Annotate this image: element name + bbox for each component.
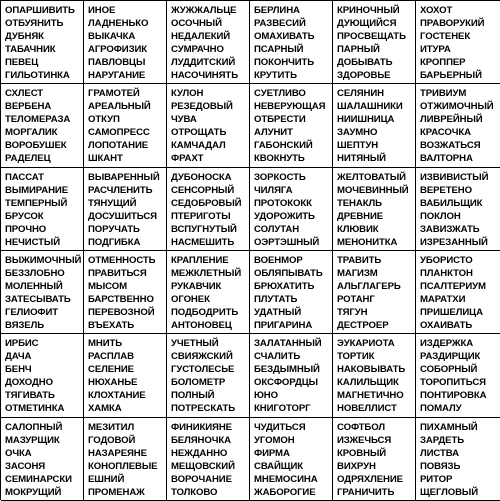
word-item: ТОРТИК xyxy=(337,351,375,363)
word-item: КЛЮВИК xyxy=(337,223,379,235)
word-item: ОТБРЕСТИ xyxy=(254,114,306,126)
word-item: РАЗВЕСИЙ xyxy=(254,18,306,29)
word-item: ПРАВИТЬСЯ xyxy=(88,267,147,279)
word-item: РАЗДИРЩИК xyxy=(420,351,481,363)
word-item: ГОСТЕНЕК xyxy=(420,31,471,42)
word-item: ФИНИКИЯНЕ xyxy=(171,421,232,433)
word-item: ШАЛАШНИКИ xyxy=(337,101,403,113)
word-item: КВОКНУТЬ xyxy=(254,153,305,165)
grid-cell xyxy=(1,168,84,251)
word-item: МНЕМОСИНА xyxy=(254,473,318,485)
word-item: ЮНО xyxy=(254,390,278,402)
word-item: БОЛОМЕТР xyxy=(171,377,226,389)
word-item: ГРАНИЧИТЬ xyxy=(337,486,395,498)
word-item: ПРОМЕНАЖ xyxy=(88,486,145,498)
grid-cell xyxy=(333,84,416,167)
word-item: СОФТБОЛ xyxy=(337,421,385,433)
word-item: РАСЧЛЕНИТЬ xyxy=(88,184,153,196)
word-item: ПОЛНЫЙ xyxy=(171,390,215,402)
word-item: БАРСТВЕННО xyxy=(88,293,154,305)
grid-cell xyxy=(250,418,333,501)
word-item: НАСМЕШИТЬ xyxy=(171,236,235,248)
word-item: ВСПУГНУТЫЙ xyxy=(171,223,237,235)
word-item: ЗАТЕСЫВАТЬ xyxy=(5,293,71,305)
word-item: ПЛУТАТЬ xyxy=(254,293,298,305)
grid-cell xyxy=(167,1,250,84)
word-item: ОТМЕТИНКА xyxy=(5,403,65,415)
word-item: ПСАЛТЕРИУМ xyxy=(420,280,486,292)
word-item: ПОВЯЗЬ xyxy=(420,460,461,472)
word-item: ГЕЛИОФИТ xyxy=(5,306,59,318)
grid-cell xyxy=(167,418,250,501)
word-item: КОНОПЛЕВЫЕ xyxy=(88,460,158,472)
word-item: БАРЬЕРНЫЙ xyxy=(420,70,482,81)
word-item: САЛОПНЫЙ xyxy=(5,421,63,433)
word-item: ОТЖИМОЧНЫЙ xyxy=(420,101,494,113)
word-item: ПЛАНКТОН xyxy=(420,267,473,279)
word-item: ДУЮЩИЙСЯ xyxy=(337,18,397,29)
word-item: ПАВЛОВЦЫ xyxy=(88,57,146,68)
word-item: УЧЕТНЫЙ xyxy=(171,338,219,350)
word-item: ЭУКАРИОТА xyxy=(337,338,395,350)
word-item: СУМРАЧНО xyxy=(171,44,224,55)
word-item: ТЯГИВАТЬ xyxy=(5,390,55,402)
word-item: КНИГОТОРГ xyxy=(254,403,311,415)
word-item: РИТОР xyxy=(420,473,453,485)
word-item: СЧАЛИТЬ xyxy=(254,351,301,363)
word-item: КУЛОН xyxy=(171,88,204,100)
word-item: ГРАМОТЕЙ xyxy=(88,88,140,100)
grid-cell xyxy=(416,334,500,417)
word-item: ПОДБОДРИТЬ xyxy=(171,306,239,318)
word-item: АГРОФИЗИК xyxy=(88,44,148,55)
word-item: ДЕСТРОЕР xyxy=(337,319,389,331)
word-item: ВЯЗЕЛЬ xyxy=(5,319,45,331)
grid-cell xyxy=(1,84,84,167)
word-item: ЛУДДИТСКИЙ xyxy=(171,57,236,68)
word-item: ПРОСВЕЩАТЬ xyxy=(337,31,406,42)
word-item: МЕЗИТИЛ xyxy=(88,421,135,433)
word-item: МЕНОНИТКА xyxy=(337,236,398,248)
word-item: ТОРОПИТЬСЯ xyxy=(420,377,486,389)
word-item: СЕЛЯНИН xyxy=(337,88,385,100)
grid-cell xyxy=(250,1,333,84)
word-item: ЗАЛАТАННЫЙ xyxy=(254,338,322,350)
word-item: НОВЕЛЛИСТ xyxy=(337,403,397,415)
word-item: ВЫВАРЕННЫЙ xyxy=(88,171,160,183)
word-item: ПРОЧНО xyxy=(5,223,47,235)
grid-cell xyxy=(1,1,84,84)
word-item: БРЮХАТИТЬ xyxy=(254,280,315,292)
grid-cell xyxy=(416,251,500,334)
word-item: ЕШНИЙ xyxy=(88,473,125,485)
word-item: ВЫМИРАНИЕ xyxy=(5,184,69,196)
word-item: КАМЧАДАЛ xyxy=(171,140,226,152)
word-item: БРУСОК xyxy=(5,210,44,222)
word-item: НИИШНИЦА xyxy=(337,114,395,126)
grid-cell xyxy=(167,84,250,167)
word-item: ОТБУЯНИТЬ xyxy=(5,18,64,29)
word-item: НЕЧИСТЫЙ xyxy=(5,236,61,248)
word-item: ИЗРЕЗАННЫЙ xyxy=(420,236,488,248)
word-item: УБОРИСТО xyxy=(420,254,473,266)
word-item: ТРАВИТЬ xyxy=(337,254,382,266)
word-item: АНТОНОВЕЦ xyxy=(171,319,232,331)
word-item: РЕЗЕДОВЫЙ xyxy=(171,101,233,113)
word-item: ЛАДНЕНЬКО xyxy=(88,18,149,29)
word-item: ВИХРУН xyxy=(337,460,376,472)
word-item: ГИЛЬОТИНКА xyxy=(5,70,70,81)
word-item: ПИХАМНЫЙ xyxy=(420,421,478,433)
word-item: СЕМИНАРСКИ xyxy=(5,473,72,485)
word-item: ПРИШЕЛИЦА xyxy=(420,306,483,318)
word-item: ПАРНЫЙ xyxy=(337,44,380,55)
word-item: ИЗЖЕЧЬСЯ xyxy=(337,434,392,446)
word-item: УДАТНЫЙ xyxy=(254,306,302,318)
word-item: СХЛЕСТ xyxy=(5,88,44,100)
word-item: АЛУНИТ xyxy=(254,127,293,139)
word-item: РОТАНГ xyxy=(337,293,375,305)
word-item: ПОДГИБКА xyxy=(88,236,141,248)
word-item: СЕНСОРНЫЙ xyxy=(171,184,235,196)
grid-cell xyxy=(416,168,500,251)
word-item: ЖАБОРОГИЕ xyxy=(254,486,316,498)
word-item: ПАССАТ xyxy=(5,171,44,183)
word-item: ЛИСТВА xyxy=(420,447,459,459)
word-item: ОЧКА xyxy=(5,447,32,459)
word-item: ДОСУШИТЬСЯ xyxy=(88,210,157,222)
word-item: ТАБАЧНИК xyxy=(5,44,56,55)
word-item: УДОРОЖИТЬ xyxy=(254,210,315,222)
word-item: ТЕЛОМЕРАЗА xyxy=(5,114,71,126)
word-item: НИТЯНЫЙ xyxy=(337,153,386,165)
grid-cell xyxy=(250,168,333,251)
word-item: ТЕМПЕРНЫЙ xyxy=(5,197,68,209)
grid-cell xyxy=(333,251,416,334)
word-item: ПЕРЕВОЗНОЙ xyxy=(88,306,155,318)
word-item: КРОВНЫЙ xyxy=(337,447,387,459)
word-item: ОКСФОРДЦЫ xyxy=(254,377,318,389)
grid-cell xyxy=(333,418,416,501)
word-item: ПРОТОКОКК xyxy=(254,197,312,209)
word-item: ПОТРЕСКАТЬ xyxy=(171,403,236,415)
word-item: КРУТИТЬ xyxy=(254,70,297,81)
word-item: БЕЗДЫМНЫЙ xyxy=(254,364,320,376)
word-item: БЕЛЯНОЧКА xyxy=(171,434,231,446)
word-item: ПОРУЧАТЬ xyxy=(88,223,140,235)
word-item: НЕДАЛЕКИЙ xyxy=(171,31,231,42)
word-item: ПОНТИРОВКА xyxy=(420,390,487,402)
word-item: БЕНЧ xyxy=(5,364,32,376)
word-item: ПОМАЛУ xyxy=(420,403,462,415)
word-item: КРИНОЧНЫЙ xyxy=(337,5,400,16)
word-item: ИЗВИВИСТЫЙ xyxy=(420,171,489,183)
grid-cell xyxy=(416,1,500,84)
grid-cell xyxy=(416,84,500,167)
word-item: МОРГАЛИК xyxy=(5,127,58,139)
grid-cell xyxy=(167,168,250,251)
word-item: МЕЩОВСКИЙ xyxy=(171,460,235,472)
word-item: ЩЕГЛОВЫЙ xyxy=(420,486,478,498)
word-item: КРОППЕР xyxy=(420,57,466,68)
word-item: ХОХОТ xyxy=(420,5,453,16)
word-item: ДАЧА xyxy=(5,351,32,363)
word-item: ИТУРА xyxy=(420,44,451,55)
word-item: ФИРМА xyxy=(254,447,290,459)
word-item: ПРАВОРУКИЙ xyxy=(420,18,485,29)
word-item: МАРАТХИ xyxy=(420,293,466,305)
grid-cell xyxy=(333,168,416,251)
word-item: ПРИГАРИНА xyxy=(254,319,313,331)
word-item: МОЛЕННЫЙ xyxy=(5,280,63,292)
word-item: ГАБОНСКИЙ xyxy=(254,140,313,152)
word-item: ТЯГУН xyxy=(337,306,368,318)
grid-cell xyxy=(84,251,167,334)
grid-cell xyxy=(167,334,250,417)
word-item: ОТМЕННОСТЬ xyxy=(88,254,156,266)
word-item: КАЛИЛЬЩИК xyxy=(337,377,399,389)
word-item: ВЪЕХАТЬ xyxy=(88,319,135,331)
word-item: ДОБЫВАТЬ xyxy=(337,57,393,68)
word-item: БЕРЛИНА xyxy=(254,5,300,16)
word-item: КРАСОЧКА xyxy=(420,127,471,139)
grid-cell xyxy=(250,84,333,167)
word-item: ТЕНАКЛЬ xyxy=(337,197,382,209)
word-item: ОДРЯХЛЕНИЕ xyxy=(337,473,403,485)
word-item: ВОРОБУШЕК xyxy=(5,140,67,152)
word-item: РАСПЛАВ xyxy=(88,351,134,363)
word-item: ОГОНЕК xyxy=(171,293,210,305)
grid-cell xyxy=(250,251,333,334)
word-item: НЮХАНЬЕ xyxy=(88,377,138,389)
word-item: САМОПРЕСС xyxy=(88,127,150,139)
word-item: АРЕАЛЬНЫЙ xyxy=(88,101,151,113)
word-item: МЕЖКЛЕТНЫЙ xyxy=(171,267,242,279)
word-item: МНИТЬ xyxy=(88,338,123,350)
word-item: ХАМКА xyxy=(88,403,122,415)
word-item: ИРБИС xyxy=(5,338,39,350)
word-item: ОХАИВАТЬ xyxy=(420,319,473,331)
word-item: ВАБИЛЬЩИК xyxy=(420,197,483,209)
word-item: СЕДОБРОВЫЙ xyxy=(171,197,242,209)
grid-cell xyxy=(84,418,167,501)
word-item: ЗДОРОВЬЕ xyxy=(337,70,391,81)
word-item: СЕЛЕНИЕ xyxy=(88,364,134,376)
word-item: ВЫЖИМОЧНЫЙ xyxy=(5,254,82,266)
word-item: ОТКУП xyxy=(88,114,120,126)
word-item: ЧИЛЯГА xyxy=(254,184,293,196)
word-item: ИНОЕ xyxy=(88,5,116,16)
word-item: РАДЕЛЕЦ xyxy=(5,153,51,165)
word-item: МАГИЗМ xyxy=(337,267,378,279)
word-item: СУЕТЛИВО xyxy=(254,88,306,100)
word-item: ОПАРШИВИТЬ xyxy=(5,5,75,16)
word-item: ВЫКАЧКА xyxy=(88,31,136,42)
word-item: МАЗУРЩИК xyxy=(5,434,60,446)
word-item: МОЧЕВИННЫЙ xyxy=(337,184,409,196)
word-item: ОМАХИВАТЬ xyxy=(254,31,315,42)
word-item: ВОЕНМОР xyxy=(254,254,303,266)
grid-cell xyxy=(333,334,416,417)
word-item: ЧУДИТЬСЯ xyxy=(254,421,306,433)
word-item: ВЕРЕТЕНО xyxy=(420,184,472,196)
word-item: ЗАВИЗЖАТЬ xyxy=(420,223,480,235)
word-item: СВАЙЩИК xyxy=(254,460,304,472)
grid-cell xyxy=(1,334,84,417)
word-item: ЖУЖЖАЛЬЦЕ xyxy=(171,5,237,16)
grid-cell xyxy=(84,1,167,84)
word-item: ПТЕРИГОТЫ xyxy=(171,210,231,222)
word-item: ЧУВА xyxy=(171,114,197,126)
word-item: МАГНЕТИЧНО xyxy=(337,390,404,402)
word-item: СВИЯЖСКИЙ xyxy=(171,351,233,363)
word-item: ЖЕЛТОВАТЫЙ xyxy=(337,171,406,183)
word-item: ПЕВЕЦ xyxy=(5,57,39,68)
word-item: ЗАУМНО xyxy=(337,127,378,139)
word-item: РУКАВЧИК xyxy=(171,280,222,292)
word-item: ЛИВРЕЙНЫЙ xyxy=(420,114,483,126)
word-item: ЗАРДЕТЬ xyxy=(420,434,465,446)
grid-cell xyxy=(416,418,500,501)
grid-cell xyxy=(1,251,84,334)
grid-cell xyxy=(84,168,167,251)
word-item: ВЕРБЕНА xyxy=(5,101,52,113)
word-item: ГОДОВОЙ xyxy=(88,434,136,446)
word-item: КЛОХТАНИЕ xyxy=(88,390,146,402)
word-item: СОБОРНЫЙ xyxy=(420,364,478,376)
word-item: МОКРУЩИЙ xyxy=(5,486,62,498)
word-item: ШКАНТ xyxy=(88,153,123,165)
word-item: АЛЬГЛАГЕРЬ xyxy=(337,280,401,292)
word-item: ДРЕВНИЕ xyxy=(337,210,384,222)
word-item: БЕЗЗЛОБНО xyxy=(5,267,65,279)
grid-cell xyxy=(167,251,250,334)
word-item: НАЗАРЕЯНЕ xyxy=(88,447,147,459)
word-item: ТРИВИУМ xyxy=(420,88,467,100)
word-item: ОТРОЩАТЬ xyxy=(171,127,227,139)
word-item: ПОКОНЧИТЬ xyxy=(254,57,315,68)
word-item: ПСАРНЫЙ xyxy=(254,44,304,55)
word-item: МЫСОМ xyxy=(88,280,128,292)
word-item: ВОЗЖАТЬСЯ xyxy=(420,140,481,152)
word-item: НЕВЕРУЮЩАЯ xyxy=(254,101,326,113)
word-item: ПОКЛОН xyxy=(420,210,461,222)
word-item: ТОЛКОВО xyxy=(171,486,218,498)
word-item: ОЭРТЭШНЫЙ xyxy=(254,236,320,248)
word-item: ШЕПТУН xyxy=(337,140,379,152)
grid-cell xyxy=(84,84,167,167)
word-item: УГОМОН xyxy=(254,434,295,446)
word-item: ДУБНЯК xyxy=(5,31,44,42)
word-item: ИЗДЕРЖКА xyxy=(420,338,474,350)
word-item: КРАПЛЕНИЕ xyxy=(171,254,229,266)
grid-cell xyxy=(250,334,333,417)
word-item: НАСОЧИНЯТЬ xyxy=(171,70,238,81)
word-item: ГУСТОЛЕСЬЕ xyxy=(171,364,235,376)
grid-cell xyxy=(84,334,167,417)
word-item: ЗОРКОСТЬ xyxy=(254,171,306,183)
word-item: НЕЖДАННО xyxy=(171,447,228,459)
word-item: ВАЛТОРНА xyxy=(420,153,473,165)
word-item: ЛОПОТАНИЕ xyxy=(88,140,149,152)
word-item: ДУБОНОСКА xyxy=(171,171,232,183)
word-item: ТЯНУЩИЙ xyxy=(88,197,137,209)
word-item: ЗАСОНЯ xyxy=(5,460,46,472)
word-item: СОЛУТАН xyxy=(254,223,300,235)
word-item: ДОХОДНО xyxy=(5,377,53,389)
word-item: НАРУГАНИЕ xyxy=(88,70,146,81)
word-item: ВОРОЧАНИЕ xyxy=(171,473,232,485)
word-item: ФРАХТ xyxy=(171,153,204,165)
word-item: ОБЛЯПЫВАТЬ xyxy=(254,267,323,279)
grid-cell xyxy=(1,418,84,501)
word-item: ОСОЧНЫЙ xyxy=(171,18,222,29)
word-item: НАКОВЫВАТЬ xyxy=(337,364,406,376)
grid-cell xyxy=(333,1,416,84)
